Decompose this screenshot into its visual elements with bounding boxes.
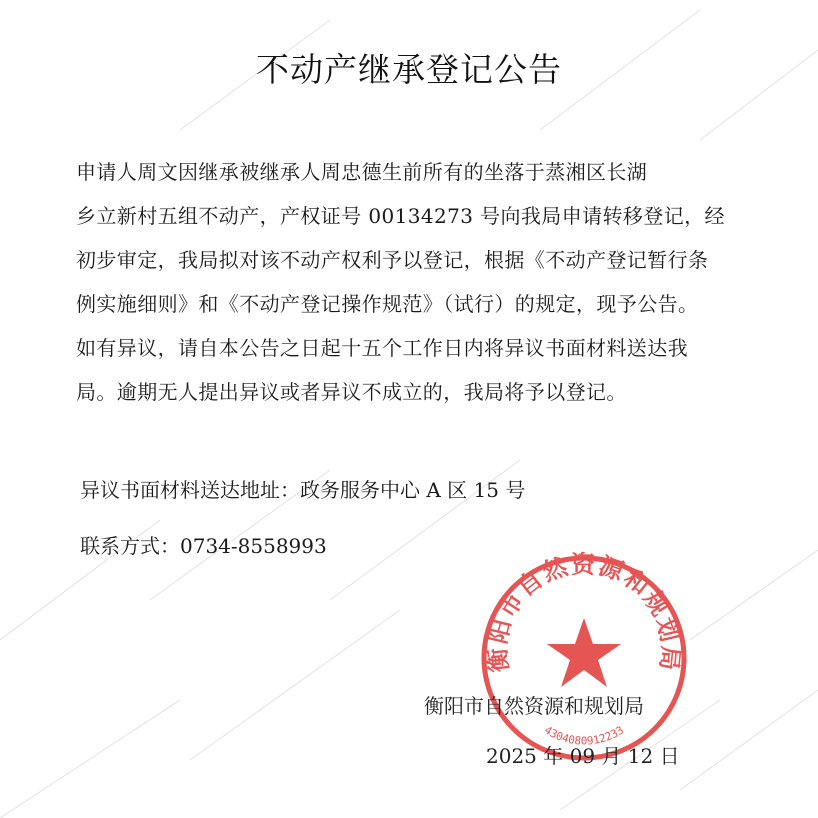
body-line-3: 初步审定，我局拟对该不动产权利予以登记，根据《不动产登记暂行条 [76,248,709,272]
notice-body [76,150,766,414]
svg-text:衡阳市自然资源和规划局: 衡阳市自然资源和规划局 [483,550,685,674]
body-line-5: 如有异议，请自本公告之日起十五个工作日内将异议书面材料送达我 [76,336,688,360]
issuer-name: 衡阳市自然资源和规划局 [424,694,644,718]
svg-text:4304080912233: 4304080912233 [541,723,627,748]
objection-address: 异议书面材料送达地址：政务服务中心 A 区 15 号 [80,478,526,502]
body-line-4: 例实施细则》和《不动产登记操作规范》（试行）的规定，现予公告。 [76,292,699,316]
notice-title: 不动产继承登记公告 [256,50,562,89]
issue-date: 2025 年 09 月 12 日 [486,744,680,768]
contact-info: 联系方式：0734-8558993 [80,534,327,558]
body-line-6: 局。逾期无人提出异议或者异议不成立的，我局将予以登记。 [76,380,627,404]
body-line-1: 申请人周文因继承被继承人周忠德生前所有的坐落于蒸湘区长湖 [76,160,648,184]
official-seal-icon [474,548,694,768]
body-line-2: 乡立新村五组不动产，产权证号 00134273 号向我局申请转移登记，经 [76,204,725,228]
